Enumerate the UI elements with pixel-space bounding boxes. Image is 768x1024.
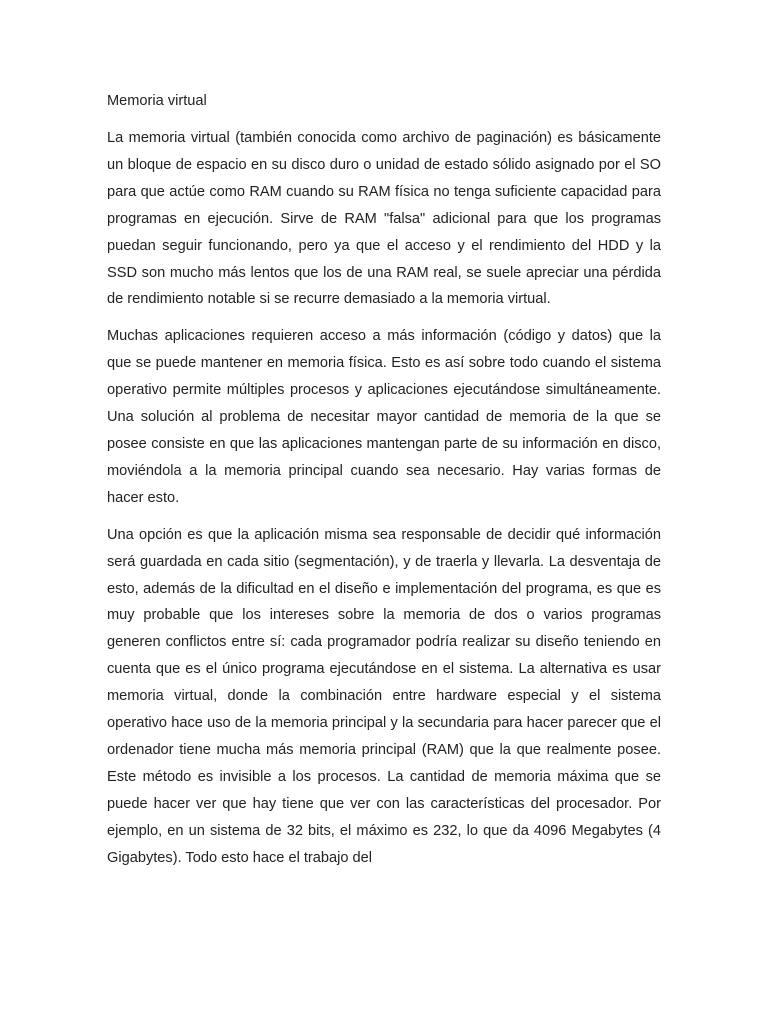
document-title: Memoria virtual	[107, 93, 207, 109]
paragraph: Una opción es que la aplicación misma sea responsable de decidir qué información será guardada en cada sitio (segmentación), y de traerla y llevarla. La desventaja de esto, además de la dificultad en el diseño e implementación del programa, es que es muy probable que los intereses sobre la memoria de dos o varios programas generen conflictos entre sí: cada programador podría realizar su diseño teniendo en cuenta que es el único programa ejecutándose en el sistema. La alternativa es usar memoria virtual, donde la combinación entre hardware especial y el sistema operativo hace uso de la memoria principal y la secundaria para hacer parecer que el ordenador tiene mucha más memoria principal (RAM) que la que realmente posee. Este método es invisible a los procesos. La cantidad de memoria máxima que se puede hacer ver que hay tiene que ver con las características del procesador. Por ejemplo, en un sistema de 32 bits, el máximo es 232, lo que da 4096 Megabytes (4 Gigabytes). Todo esto hace el trabajo del	[107, 526, 661, 866]
paragraph: Muchas aplicaciones requieren acceso a más información (código y datos) que la que se puede mantener en memoria física. Esto es así sobre todo cuando el sistema operativo permite múltiples procesos y aplicaciones ejecutándose simultáneamente. Una solución al problema de necesitar mayor cantidad de memoria de la que se posee consiste en que las aplicaciones mantengan parte de su información en disco, moviéndola a la memoria principal cuando sea necesario. Hay varias formas de hacer esto.	[107, 328, 661, 506]
paragraph: La memoria virtual (también conocida como archivo de paginación) es básicamente un bloque de espacio en su disco duro o unidad de estado sólido asignado por el SO para que actúe como RAM cuando su RAM física no tenga suficiente capacidad para programas en ejecución. Sirve de RAM "falsa" adicional para que los programas puedan seguir funcionando, pero ya que el acceso y el rendimiento del HDD y la SSD son mucho más lentos que los de una RAM real, se suele apreciar una pérdida de rendimiento notable si se recurre demasiado a la memoria virtual.	[107, 130, 661, 308]
document-body	[107, 88, 661, 881]
